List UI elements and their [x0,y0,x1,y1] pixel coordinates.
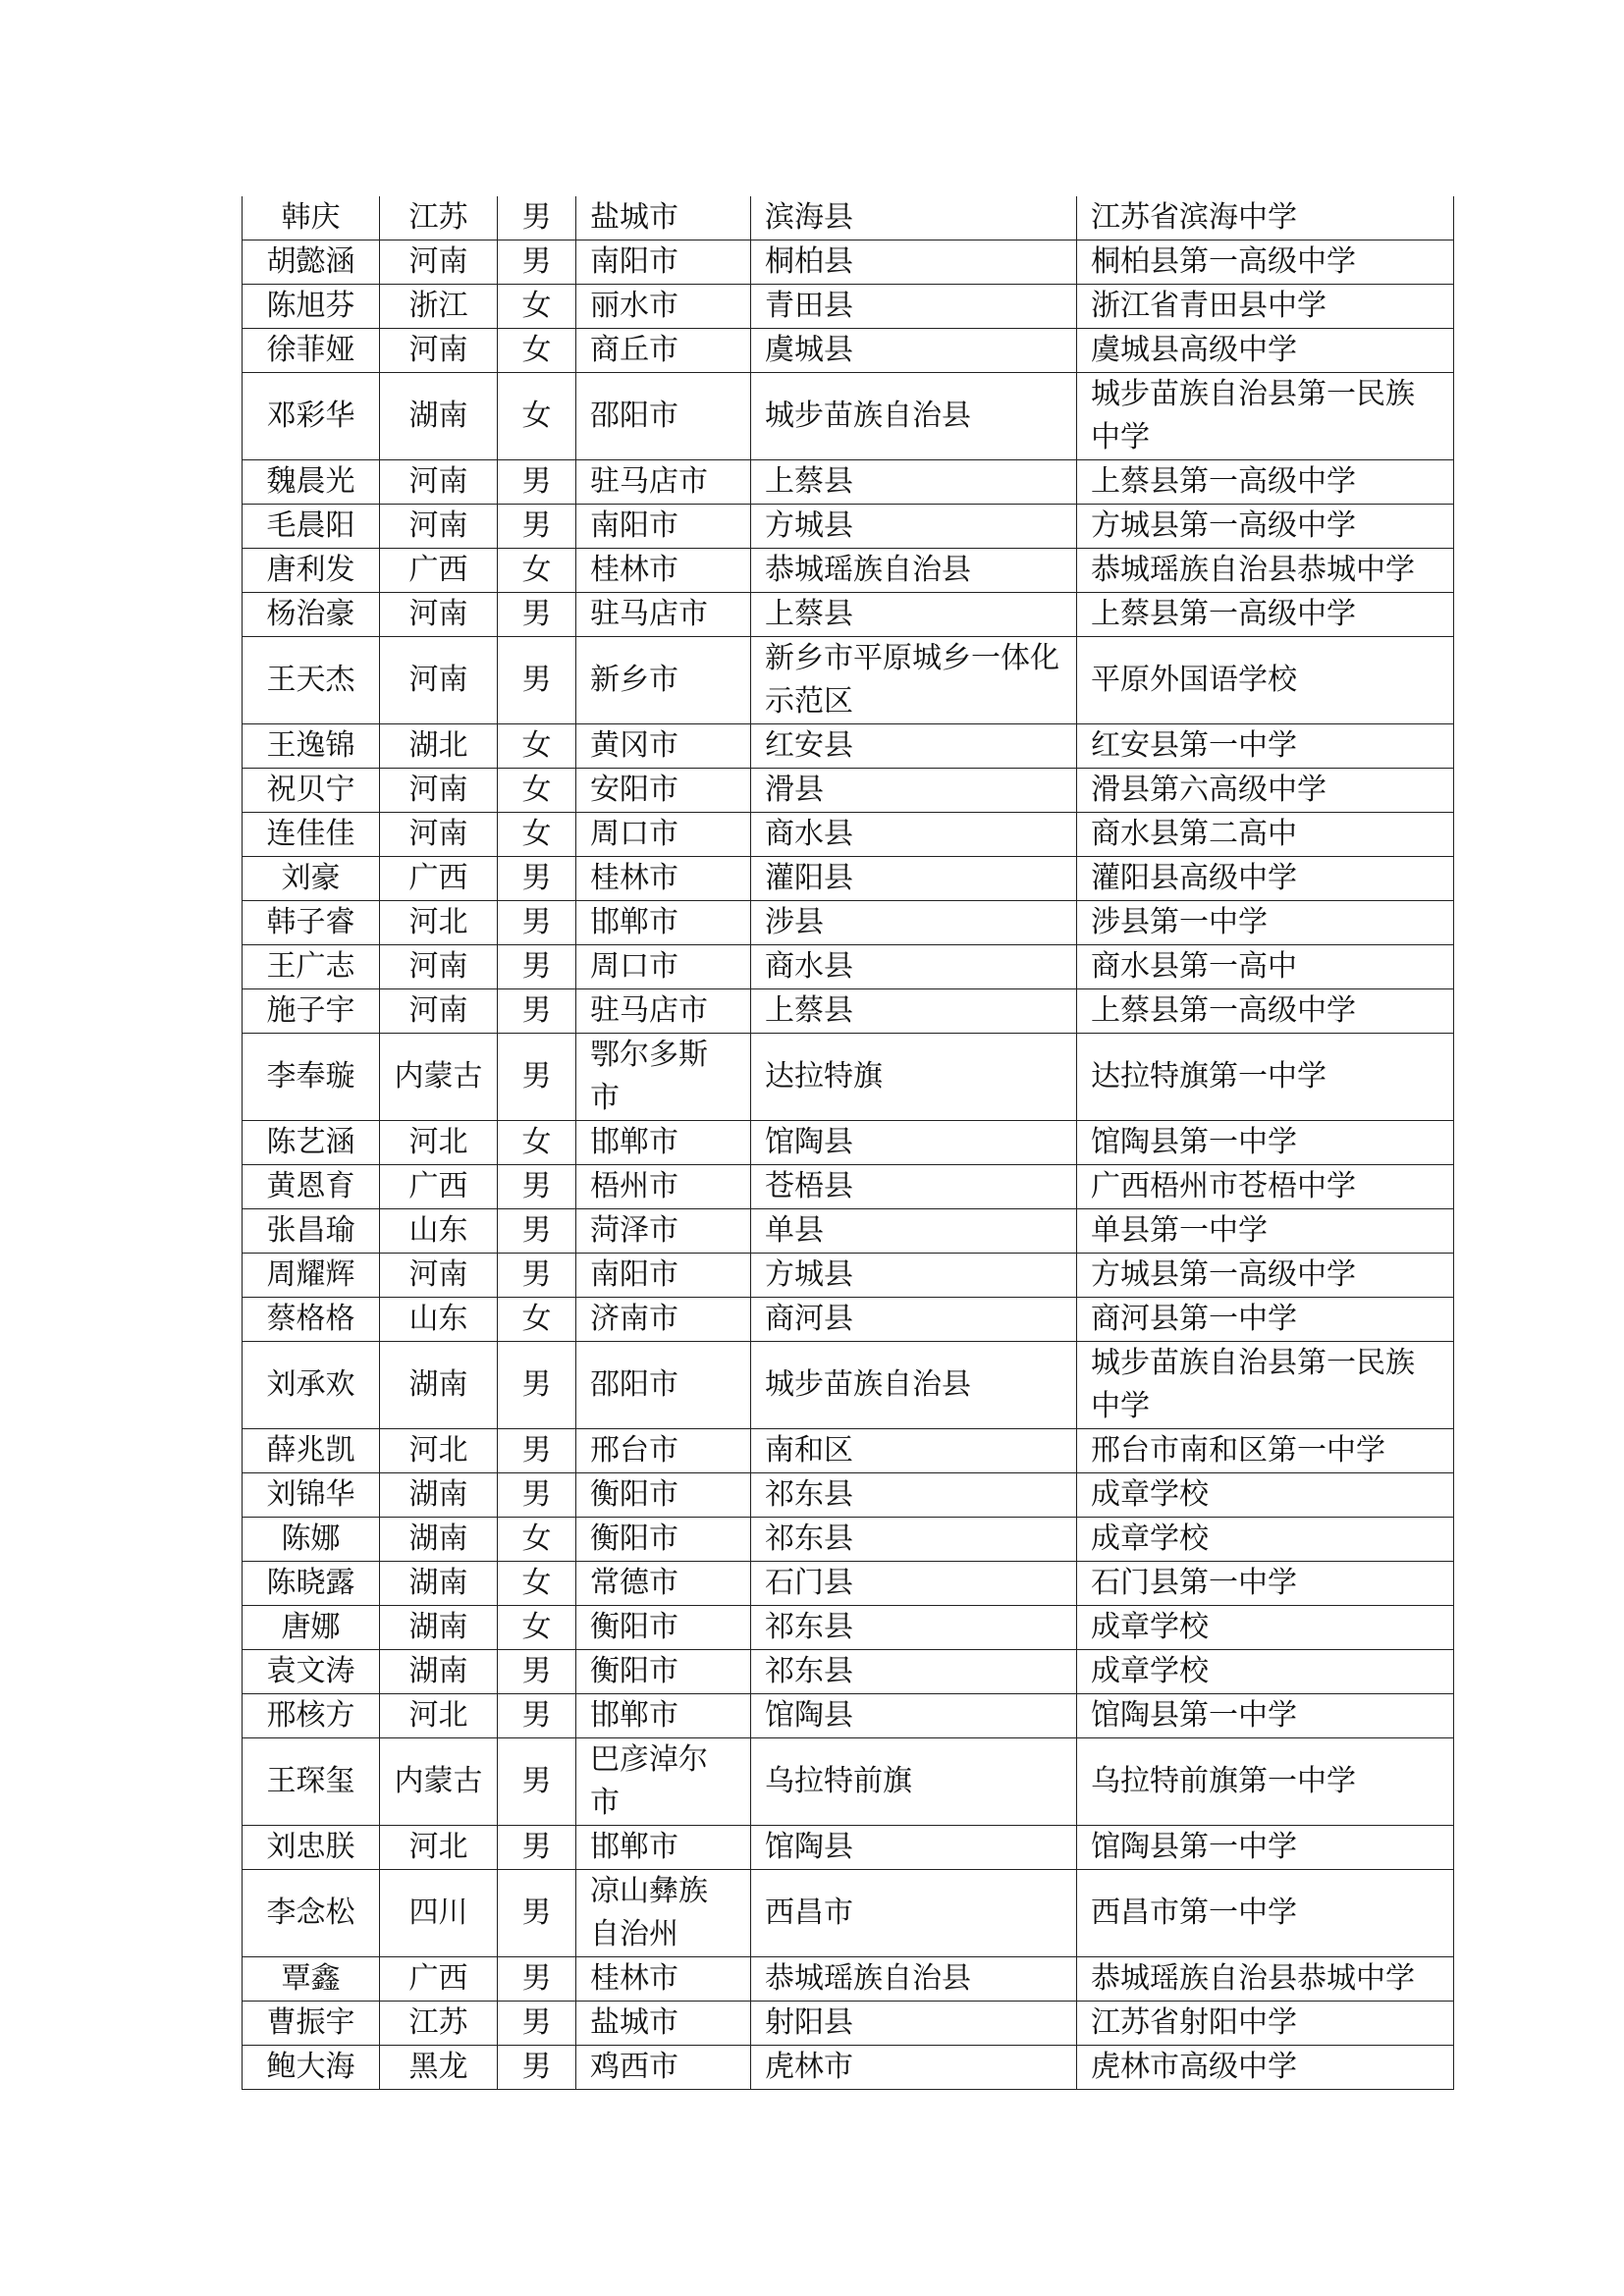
cell-province: 江苏 [380,2002,498,2046]
table-row [243,901,1454,945]
cell-county: 射阳县 [751,2002,1077,2046]
table-row [243,945,1454,989]
cell-name: 鲍大海 [243,2046,380,2090]
cell-city: 桂林市 [576,857,751,901]
cell-county: 上蔡县 [751,593,1077,637]
cell-school: 单县第一中学 [1077,1209,1454,1254]
cell-school: 红安县第一中学 [1077,724,1454,769]
table-row [243,1209,1454,1254]
cell-gender: 男 [498,1254,576,1298]
cell-name: 邓彩华 [243,373,380,460]
cell-province: 湖南 [380,1606,498,1650]
cell-city: 邯郸市 [576,1121,751,1165]
cell-gender: 男 [498,1826,576,1870]
cell-name: 李奉璇 [243,1034,380,1121]
table-row [243,1870,1454,1957]
cell-name: 李念松 [243,1870,380,1957]
cell-city: 衡阳市 [576,1650,751,1694]
cell-school: 成章学校 [1077,1473,1454,1518]
table-row [243,637,1454,724]
cell-gender: 男 [498,196,576,240]
cell-gender: 男 [498,1957,576,2002]
table-row [243,1165,1454,1209]
cell-gender: 女 [498,1121,576,1165]
cell-city: 桂林市 [576,1957,751,2002]
table-row [243,505,1454,549]
cell-county: 灌阳县 [751,857,1077,901]
cell-gender: 女 [498,724,576,769]
cell-name: 周耀辉 [243,1254,380,1298]
table-row [243,857,1454,901]
cell-city: 邵阳市 [576,1342,751,1429]
cell-county: 石门县 [751,1562,1077,1606]
table-row [243,549,1454,593]
cell-name: 陈艺涵 [243,1121,380,1165]
cell-gender: 女 [498,1298,576,1342]
cell-county: 馆陶县 [751,1826,1077,1870]
cell-gender: 男 [498,945,576,989]
cell-name: 黄恩育 [243,1165,380,1209]
cell-gender: 男 [498,460,576,505]
table-row [243,285,1454,329]
cell-county: 商河县 [751,1298,1077,1342]
cell-name: 唐娜 [243,1606,380,1650]
cell-school: 商水县第二高中 [1077,813,1454,857]
cell-school: 成章学校 [1077,1606,1454,1650]
cell-county: 商水县 [751,813,1077,857]
cell-name: 施子宇 [243,989,380,1034]
cell-gender: 男 [498,1429,576,1473]
cell-county: 恭城瑶族自治县 [751,1957,1077,2002]
cell-school: 虞城县高级中学 [1077,329,1454,373]
cell-province: 内蒙古 [380,1034,498,1121]
cell-school: 城步苗族自治县第一民族中学 [1077,373,1454,460]
cell-county: 方城县 [751,1254,1077,1298]
cell-name: 蔡格格 [243,1298,380,1342]
table-row [243,240,1454,285]
cell-city: 邯郸市 [576,1826,751,1870]
cell-school: 乌拉特前旗第一中学 [1077,1738,1454,1826]
cell-city: 邢台市 [576,1429,751,1473]
cell-province: 湖南 [380,1473,498,1518]
cell-city: 周口市 [576,813,751,857]
cell-city: 梧州市 [576,1165,751,1209]
table-row [243,813,1454,857]
cell-county: 城步苗族自治县 [751,1342,1077,1429]
cell-city: 鸡西市 [576,2046,751,2090]
table-row [243,1429,1454,1473]
table-row [243,1606,1454,1650]
cell-name: 袁文涛 [243,1650,380,1694]
cell-county: 上蔡县 [751,989,1077,1034]
cell-county: 祁东县 [751,1473,1077,1518]
cell-city: 衡阳市 [576,1606,751,1650]
cell-province: 山东 [380,1209,498,1254]
cell-school: 馆陶县第一中学 [1077,1694,1454,1738]
cell-school: 平原外国语学校 [1077,637,1454,724]
cell-province: 河南 [380,505,498,549]
cell-school: 成章学校 [1077,1650,1454,1694]
cell-province: 河南 [380,460,498,505]
cell-county: 城步苗族自治县 [751,373,1077,460]
cell-city: 南阳市 [576,505,751,549]
cell-gender: 男 [498,1209,576,1254]
cell-province: 山东 [380,1298,498,1342]
cell-city: 驻马店市 [576,593,751,637]
table-row [243,1562,1454,1606]
cell-province: 河南 [380,593,498,637]
cell-school: 广西梧州市苍梧中学 [1077,1165,1454,1209]
cell-province: 河北 [380,1429,498,1473]
cell-gender: 女 [498,1518,576,1562]
cell-province: 广西 [380,549,498,593]
cell-county: 商水县 [751,945,1077,989]
cell-county: 滨海县 [751,196,1077,240]
cell-city: 盐城市 [576,196,751,240]
cell-school: 商水县第一高中 [1077,945,1454,989]
cell-school: 馆陶县第一中学 [1077,1826,1454,1870]
cell-gender: 男 [498,2046,576,2090]
cell-school: 恭城瑶族自治县恭城中学 [1077,549,1454,593]
cell-name: 陈娜 [243,1518,380,1562]
cell-name: 王广志 [243,945,380,989]
cell-province: 河北 [380,901,498,945]
cell-gender: 女 [498,329,576,373]
cell-school: 浙江省青田县中学 [1077,285,1454,329]
cell-school: 城步苗族自治县第一民族中学 [1077,1342,1454,1429]
cell-county: 虞城县 [751,329,1077,373]
cell-school: 上蔡县第一高级中学 [1077,989,1454,1034]
cell-name: 陈晓露 [243,1562,380,1606]
cell-province: 河南 [380,240,498,285]
cell-city: 邵阳市 [576,373,751,460]
cell-name: 张昌瑜 [243,1209,380,1254]
cell-gender: 女 [498,549,576,593]
cell-city: 桂林市 [576,549,751,593]
cell-county: 虎林市 [751,2046,1077,2090]
cell-name: 刘忠朕 [243,1826,380,1870]
cell-county: 方城县 [751,505,1077,549]
cell-province: 河南 [380,637,498,724]
cell-county: 乌拉特前旗 [751,1738,1077,1826]
cell-county: 上蔡县 [751,460,1077,505]
cell-name: 杨治豪 [243,593,380,637]
cell-gender: 男 [498,1165,576,1209]
cell-school: 上蔡县第一高级中学 [1077,460,1454,505]
cell-province: 湖南 [380,373,498,460]
table-row [243,1826,1454,1870]
cell-name: 刘承欢 [243,1342,380,1429]
cell-province: 浙江 [380,285,498,329]
table-row [243,1650,1454,1694]
cell-county: 青田县 [751,285,1077,329]
cell-school: 涉县第一中学 [1077,901,1454,945]
table-row [243,1694,1454,1738]
cell-province: 河北 [380,1694,498,1738]
cell-school: 虎林市高级中学 [1077,2046,1454,2090]
cell-gender: 男 [498,1342,576,1429]
cell-name: 毛晨阳 [243,505,380,549]
cell-school: 江苏省滨海中学 [1077,196,1454,240]
cell-county: 馆陶县 [751,1694,1077,1738]
cell-name: 王逸锦 [243,724,380,769]
cell-name: 韩庆 [243,196,380,240]
cell-gender: 男 [498,1870,576,1957]
cell-gender: 男 [498,593,576,637]
cell-province: 河南 [380,945,498,989]
table-row [243,1957,1454,2002]
cell-county: 祁东县 [751,1650,1077,1694]
cell-city: 巴彦淖尔市 [576,1738,751,1826]
cell-province: 河南 [380,813,498,857]
cell-city: 黄冈市 [576,724,751,769]
table-row [243,593,1454,637]
cell-province: 河南 [380,329,498,373]
cell-gender: 男 [498,2002,576,2046]
cell-name: 魏晨光 [243,460,380,505]
cell-city: 菏泽市 [576,1209,751,1254]
cell-city: 驻马店市 [576,460,751,505]
cell-province: 内蒙古 [380,1738,498,1826]
cell-county: 滑县 [751,769,1077,813]
cell-province: 河南 [380,769,498,813]
cell-city: 安阳市 [576,769,751,813]
cell-province: 湖南 [380,1562,498,1606]
cell-gender: 男 [498,901,576,945]
table-row [243,1034,1454,1121]
cell-school: 邢台市南和区第一中学 [1077,1429,1454,1473]
cell-gender: 男 [498,637,576,724]
table-row [243,1254,1454,1298]
cell-city: 盐城市 [576,2002,751,2046]
cell-city: 商丘市 [576,329,751,373]
cell-school: 馆陶县第一中学 [1077,1121,1454,1165]
cell-city: 济南市 [576,1298,751,1342]
cell-name: 祝贝宁 [243,769,380,813]
cell-province: 四川 [380,1870,498,1957]
cell-county: 西昌市 [751,1870,1077,1957]
cell-school: 西昌市第一中学 [1077,1870,1454,1957]
cell-city: 衡阳市 [576,1518,751,1562]
cell-school: 商河县第一中学 [1077,1298,1454,1342]
cell-city: 周口市 [576,945,751,989]
cell-city: 南阳市 [576,240,751,285]
cell-gender: 女 [498,769,576,813]
cell-school: 上蔡县第一高级中学 [1077,593,1454,637]
table-row [243,1473,1454,1518]
cell-school: 达拉特旗第一中学 [1077,1034,1454,1121]
cell-gender: 男 [498,857,576,901]
cell-name: 王琛玺 [243,1738,380,1826]
cell-gender: 男 [498,1650,576,1694]
cell-province: 河南 [380,989,498,1034]
table-row [243,1121,1454,1165]
cell-name: 胡懿涵 [243,240,380,285]
cell-name: 王天杰 [243,637,380,724]
cell-province: 广西 [380,1165,498,1209]
cell-county: 桐柏县 [751,240,1077,285]
cell-province: 江苏 [380,196,498,240]
cell-province: 河北 [380,1826,498,1870]
cell-province: 广西 [380,857,498,901]
cell-school: 桐柏县第一高级中学 [1077,240,1454,285]
cell-school: 灌阳县高级中学 [1077,857,1454,901]
cell-name: 薛兆凯 [243,1429,380,1473]
cell-county: 祁东县 [751,1518,1077,1562]
cell-county: 涉县 [751,901,1077,945]
table-row [243,2046,1454,2090]
cell-school: 成章学校 [1077,1518,1454,1562]
cell-name: 刘锦华 [243,1473,380,1518]
cell-county: 恭城瑶族自治县 [751,549,1077,593]
cell-gender: 男 [498,505,576,549]
table-row [243,769,1454,813]
cell-province: 湖南 [380,1342,498,1429]
cell-province: 广西 [380,1957,498,2002]
cell-gender: 女 [498,813,576,857]
cell-county: 单县 [751,1209,1077,1254]
cell-province: 湖南 [380,1518,498,1562]
cell-school: 滑县第六高级中学 [1077,769,1454,813]
cell-name: 陈旭芬 [243,285,380,329]
cell-name: 邢核方 [243,1694,380,1738]
table-row [243,373,1454,460]
cell-gender: 女 [498,1562,576,1606]
table-row [243,724,1454,769]
cell-county: 红安县 [751,724,1077,769]
table-row [243,460,1454,505]
cell-city: 南阳市 [576,1254,751,1298]
cell-province: 河北 [380,1121,498,1165]
cell-city: 常德市 [576,1562,751,1606]
cell-gender: 男 [498,1738,576,1826]
table-row [243,989,1454,1034]
cell-city: 凉山彝族自治州 [576,1870,751,1957]
cell-school: 江苏省射阳中学 [1077,2002,1454,2046]
table-row [243,1342,1454,1429]
cell-county: 达拉特旗 [751,1034,1077,1121]
cell-county: 新乡市平原城乡一体化示范区 [751,637,1077,724]
cell-county: 馆陶县 [751,1121,1077,1165]
cell-gender: 女 [498,1606,576,1650]
cell-province: 河南 [380,1254,498,1298]
student-roster-table [242,196,1454,2090]
cell-city: 邯郸市 [576,901,751,945]
cell-school: 石门县第一中学 [1077,1562,1454,1606]
cell-school: 方城县第一高级中学 [1077,1254,1454,1298]
table-row [243,1518,1454,1562]
cell-city: 驻马店市 [576,989,751,1034]
cell-name: 唐利发 [243,549,380,593]
table-row [243,329,1454,373]
cell-county: 祁东县 [751,1606,1077,1650]
cell-county: 南和区 [751,1429,1077,1473]
cell-city: 衡阳市 [576,1473,751,1518]
table-row [243,1298,1454,1342]
cell-gender: 男 [498,1473,576,1518]
cell-county: 苍梧县 [751,1165,1077,1209]
cell-name: 徐菲娅 [243,329,380,373]
cell-school: 恭城瑶族自治县恭城中学 [1077,1957,1454,2002]
roster-body [243,196,1454,2090]
table-row [243,1738,1454,1826]
cell-name: 韩子睿 [243,901,380,945]
cell-province: 黑龙 [380,2046,498,2090]
cell-school: 方城县第一高级中学 [1077,505,1454,549]
cell-gender: 男 [498,989,576,1034]
cell-city: 鄂尔多斯市 [576,1034,751,1121]
cell-gender: 女 [498,373,576,460]
cell-gender: 女 [498,285,576,329]
cell-name: 覃鑫 [243,1957,380,2002]
table-row [243,2002,1454,2046]
cell-city: 邯郸市 [576,1694,751,1738]
table-row [243,196,1454,240]
cell-name: 连佳佳 [243,813,380,857]
cell-city: 丽水市 [576,285,751,329]
cell-city: 新乡市 [576,637,751,724]
cell-gender: 男 [498,1034,576,1121]
cell-province: 湖北 [380,724,498,769]
cell-name: 刘豪 [243,857,380,901]
cell-name: 曹振宇 [243,2002,380,2046]
cell-gender: 男 [498,240,576,285]
cell-province: 湖南 [380,1650,498,1694]
cell-gender: 男 [498,1694,576,1738]
